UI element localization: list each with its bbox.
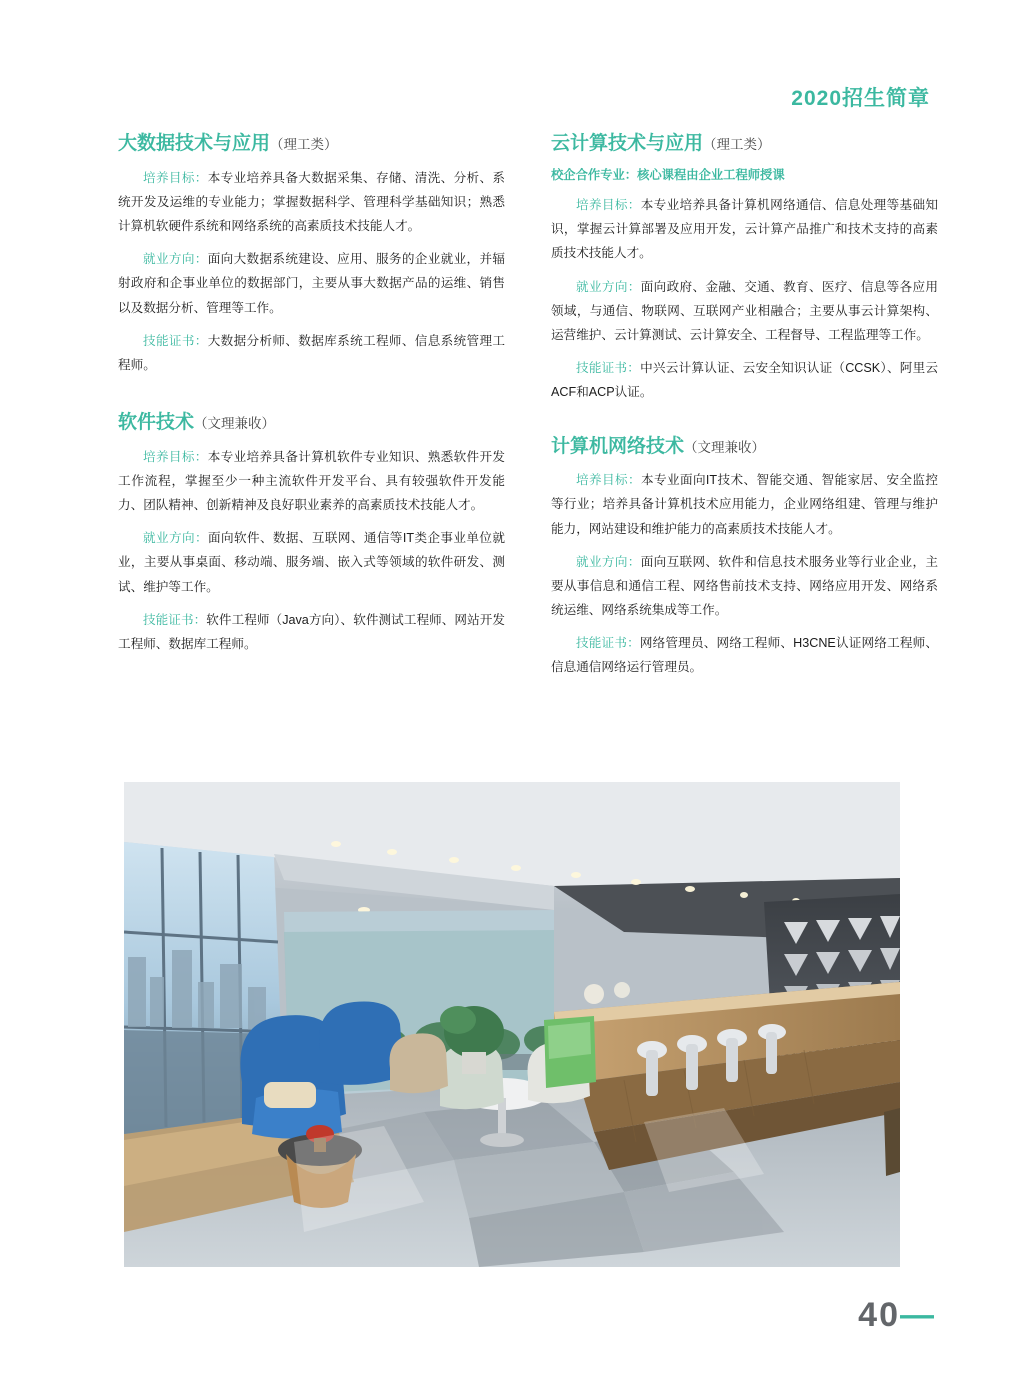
program-paragraph xyxy=(118,445,505,518)
paragraph-text: 网络管理员、网络工程师、H3CNE认证网络工程师、信息通信网络运行管理员。 xyxy=(551,636,938,675)
paragraph-label: 培养目标： xyxy=(143,170,208,185)
paragraph-label: 就业方向： xyxy=(143,531,208,546)
paragraph-label: 就业方向： xyxy=(143,252,208,267)
program-paragraph xyxy=(551,275,938,348)
program-category: （理工类） xyxy=(703,137,771,152)
column-right xyxy=(551,132,938,689)
page-number-value: 40 xyxy=(858,1296,900,1334)
program-paragraph xyxy=(551,356,938,404)
program-block xyxy=(551,435,938,680)
paragraph-text: 面向软件、数据、互联网、通信等IT类企事业单位就业，主要从事桌面、移动端、服务端、嵌入式等领域的软件研发、测试、维护等工作。 xyxy=(118,531,505,594)
program-title xyxy=(551,132,938,157)
program-category: （文理兼收） xyxy=(684,439,766,455)
program-category: （文理兼收） xyxy=(194,416,276,432)
program-title xyxy=(551,435,938,460)
program-paragraph xyxy=(551,468,938,541)
paragraph-label: 培养目标： xyxy=(143,449,208,464)
program-paragraph xyxy=(118,608,505,656)
photo-illustration xyxy=(124,782,900,1267)
program-paragraph xyxy=(551,193,938,266)
paragraph-text: 面向政府、金融、交通、教育、医疗、信息等各应用领域，与通信、物联网、互联网产业相融合；主要从事云计算架构、运营维护、云计算测试、云计算安全、工程督导、工程监理等工作。 xyxy=(551,279,939,342)
program-name: 云计算技术与应用 xyxy=(551,133,704,154)
program-paragraph xyxy=(551,550,938,623)
program-title xyxy=(118,132,505,157)
paragraph-text: 大数据分析师、数据库系统工程师、信息系统管理工程师。 xyxy=(118,333,506,372)
paragraph-label: 技能证书： xyxy=(143,612,207,627)
paragraph-label: 培养目标： xyxy=(576,198,641,213)
program-block xyxy=(118,411,505,656)
paragraph-text: 中兴云计算认证、云安全知识认证（CCSK）、阿里云ACF和ACP认证。 xyxy=(551,361,939,400)
page-number xyxy=(858,1296,936,1335)
paragraph-text: 面向大数据系统建设、应用、服务的企业就业，并辐射政府和企事业单位的数据部门，主要从事大数据产品的运维、销售以及数据分析、管理等工作。 xyxy=(118,252,506,315)
column-left xyxy=(118,132,505,689)
program-category: （理工类） xyxy=(270,137,338,152)
program-name: 计算机网络技术 xyxy=(551,435,685,457)
program-name: 软件技术 xyxy=(118,412,195,434)
program-paragraph xyxy=(118,526,505,599)
program-title xyxy=(118,411,505,436)
paragraph-text: 本专业培养具备大数据采集、存储、清洗、分析、系统开发及运维的专业能力；掌握数据科学、管理科学基础知识；熟悉计算机软硬件系统和网络系统的高素质技术技能人才。 xyxy=(118,170,506,234)
paragraph-text: 本专业培养具备计算机网络通信、信息处理等基础知识，掌握云计算部署及应用开发，云计算产品推广和技术支持的高素质技术技能人才。 xyxy=(551,198,939,261)
content-columns xyxy=(118,132,938,689)
page-header-title: 2020招生简章 xyxy=(791,87,930,110)
program-paragraph xyxy=(551,631,938,679)
program-name: 大数据技术与应用 xyxy=(118,133,271,154)
campus-interior-photo xyxy=(124,782,900,1267)
program-paragraph xyxy=(118,166,505,239)
page-number-dash: — xyxy=(900,1296,936,1334)
paragraph-label: 技能证书： xyxy=(576,636,640,651)
paragraph-label: 就业方向： xyxy=(576,279,641,294)
paragraph-label: 就业方向： xyxy=(576,554,641,569)
paragraph-text: 本专业培养具备计算机软件专业知识、熟悉软件开发工作流程，掌握至少一种主流软件开发平台、具有较强软件开发能力、团队精神、创新精神及良好职业素养的高素质技术技能人才。 xyxy=(118,449,506,513)
paragraph-label: 技能证书： xyxy=(143,333,208,348)
paragraph-text: 面向互联网、软件和信息技术服务业等行业企业，主要从事信息和通信工程、网络售前技术支持、网络应用开发、网络系统运维、网络系统集成等工作。 xyxy=(551,554,939,618)
paragraph-label: 培养目标： xyxy=(576,473,641,488)
program-paragraph xyxy=(118,329,505,377)
paragraph-text: 软件工程师（Java方向）、软件测试工程师、网站开发工程师、数据库工程师。 xyxy=(118,612,505,651)
paragraph-label: 技能证书： xyxy=(576,361,641,376)
program-block xyxy=(118,132,505,377)
paragraph-text: 本专业面向IT技术、智能交通、智能家居、安全监控等行业；培养具备计算机技术应用能力，企业网络组建、管理与维护能力，网站建设和维护能力的高素质技术技能人才。 xyxy=(551,473,938,536)
program-block xyxy=(551,132,938,405)
program-coop-note: 校企合作专业：核心课程由企业工程师授课 xyxy=(551,167,785,182)
program-paragraph xyxy=(118,247,505,320)
